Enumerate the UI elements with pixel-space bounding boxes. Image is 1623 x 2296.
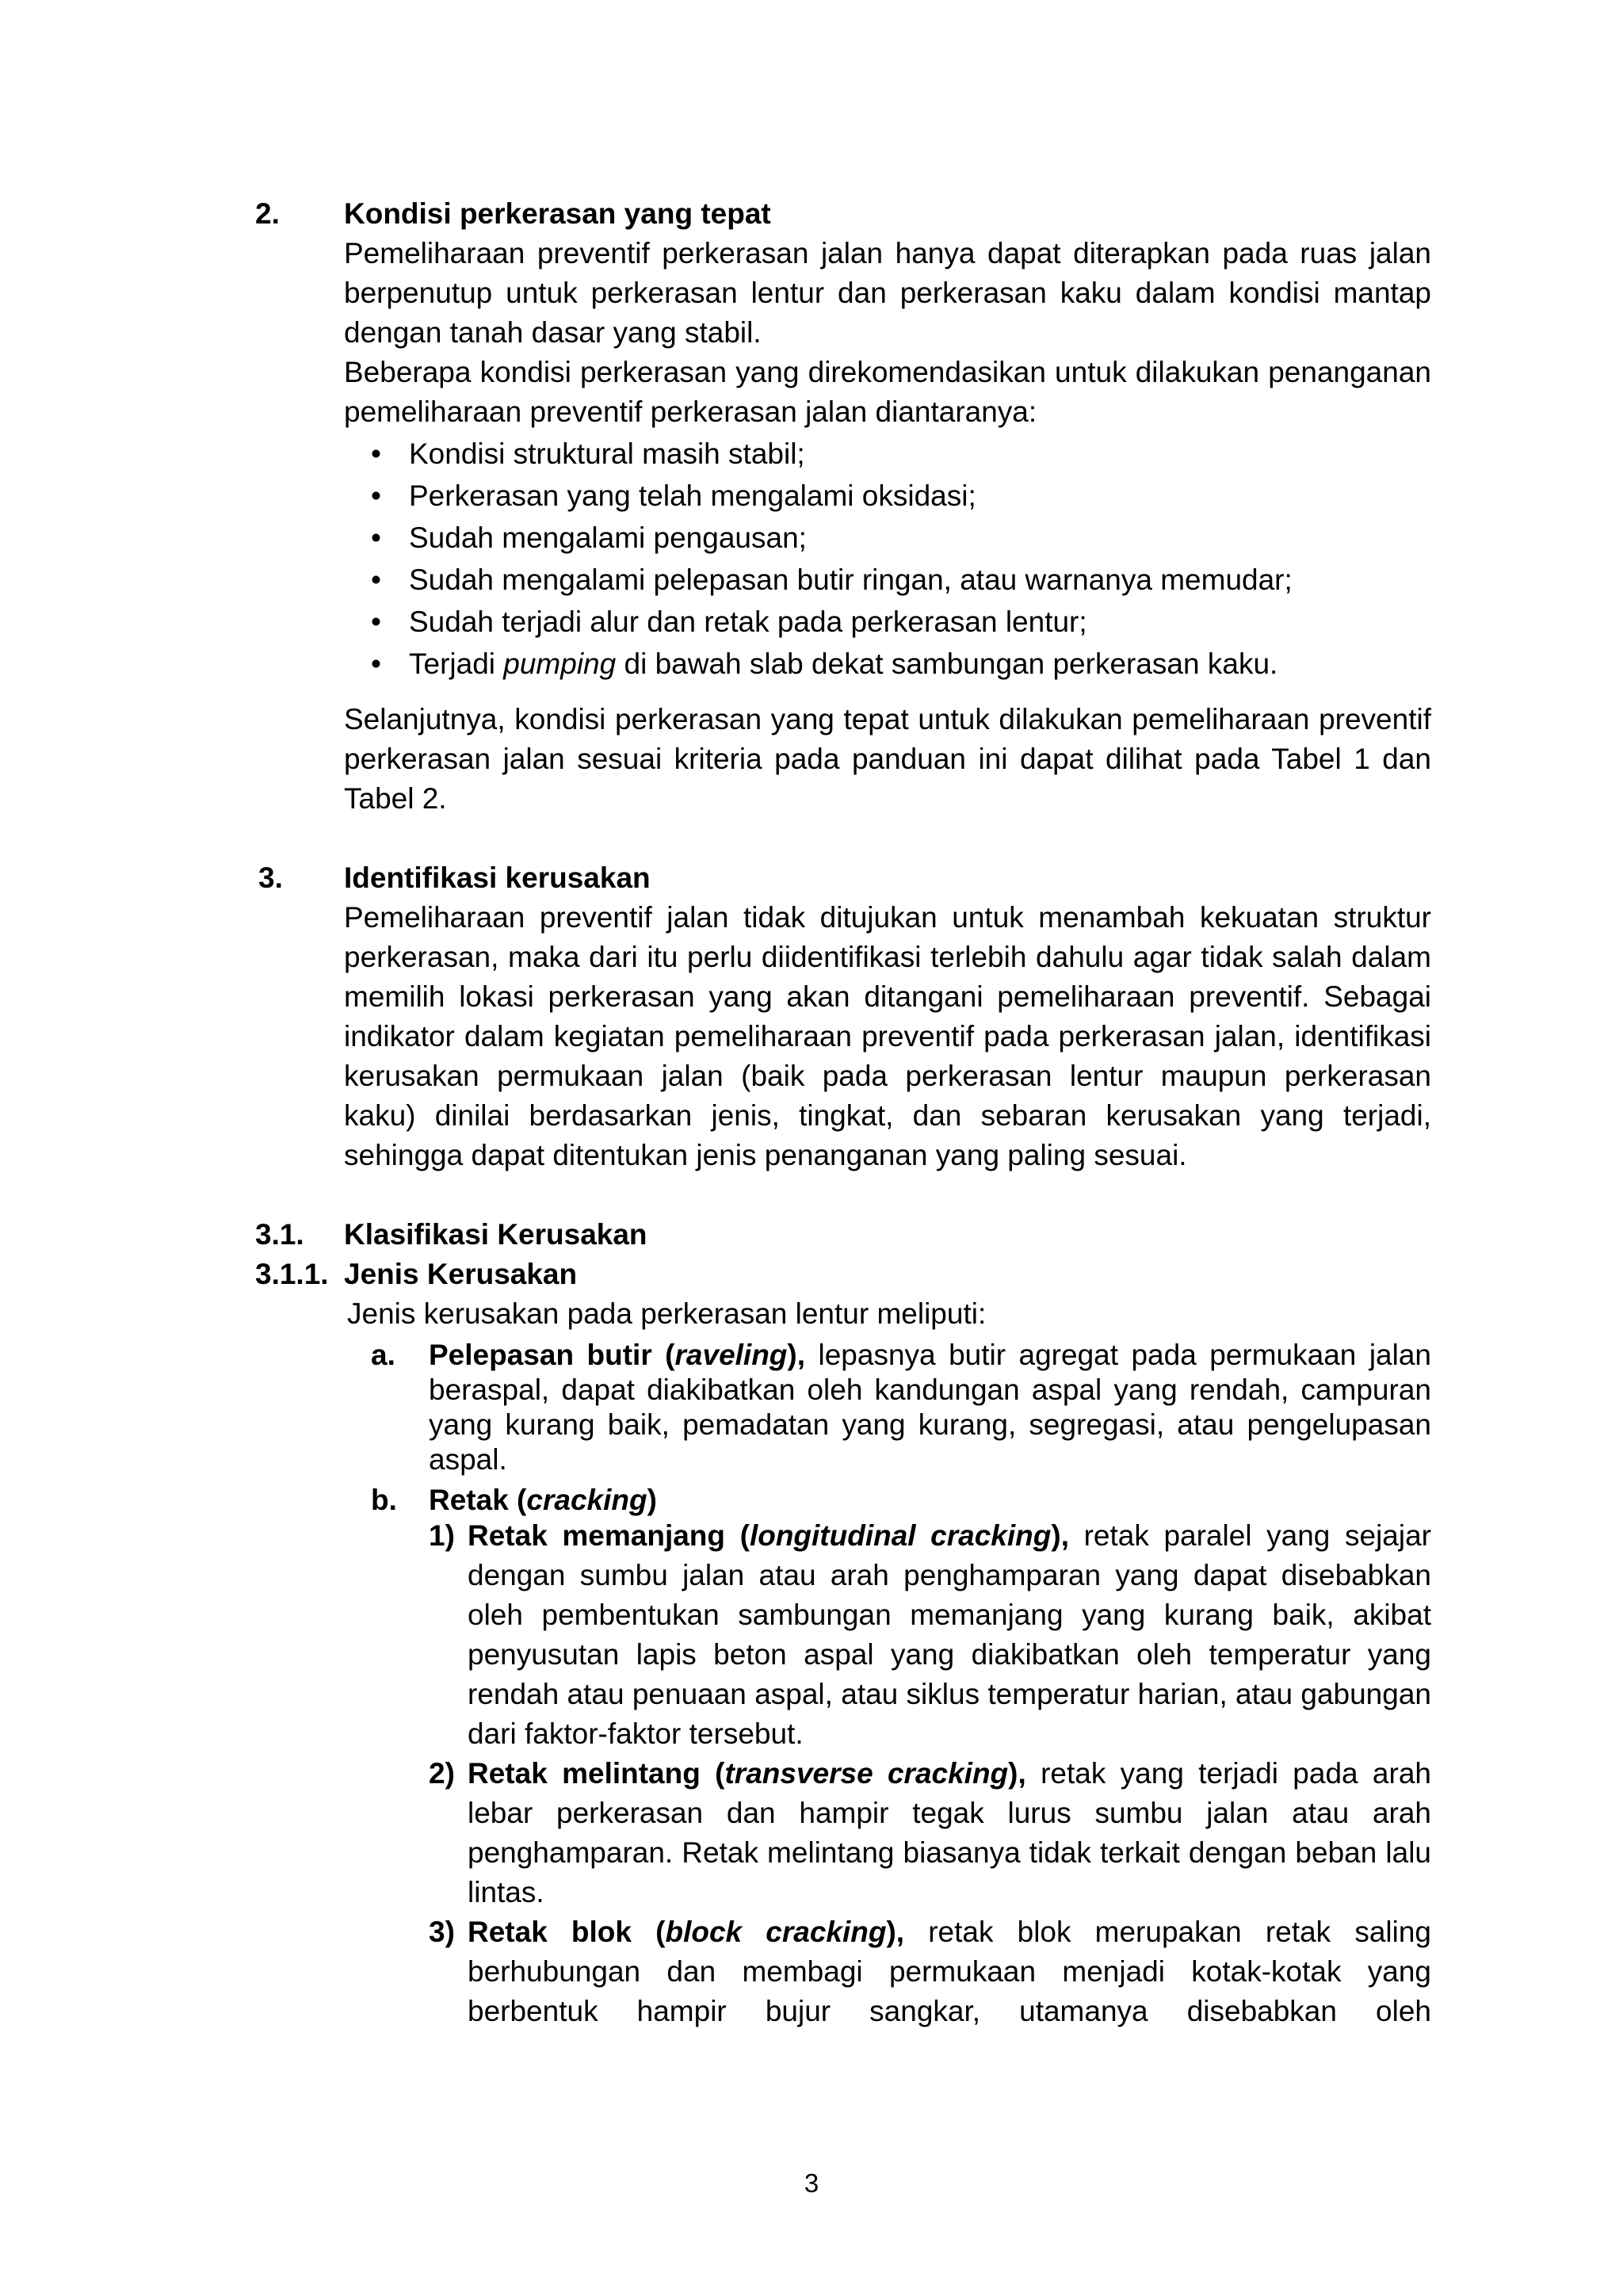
italic-term: raveling — [674, 1339, 788, 1371]
sublist-label: 1) — [429, 1519, 455, 1552]
bullet-dot: • — [371, 521, 381, 554]
section-heading: Kondisi perkerasan yang tepat — [344, 197, 771, 230]
italic-term: longitudinal cracking — [749, 1519, 1052, 1552]
italic-term: block cracking — [665, 1916, 887, 1948]
section-paragraph: Pemeliharaan preventif perkerasan jalan hanya dapat diterapkan pada ruas jalan berpenutup untuk perkerasan lentur dan perkerasan kaku dalam kondisi mantap dengan tanah dasar yang stabil. — [344, 237, 1431, 349]
list-item-text: Terjadi — [409, 648, 504, 680]
term-label: Retak ( — [429, 1484, 527, 1516]
term-label: ), — [886, 1916, 905, 1948]
term-label: Retak melintang ( — [468, 1757, 725, 1790]
list-item: Kondisi struktural masih stabil; — [409, 437, 805, 470]
term-label: ) — [647, 1484, 657, 1516]
bullet-dot: • — [371, 479, 381, 512]
sublist-item-text: retak paralel yang sejajar dengan sumbu jalan atau arah penghamparan yang dapat disebabkan oleh pembentukan sambungan memanjang yang kurang baik, akibat penyusutan lapis beton aspal yang diakibatkan oleh temperatur yang rendah atau penuaan aspal, atau siklus temperatur harian, atau gabungan dari faktor-faktor tersebut. — [468, 1519, 1431, 1750]
subsection-heading: Klasifikasi Kerusakan — [344, 1218, 647, 1251]
section-paragraph: Beberapa kondisi perkerasan yang direkomendasikan untuk dilakukan penanganan pemeliharaan preventif perkerasan jalan diantaranya: — [344, 356, 1431, 428]
list-item-text: lepasnya butir agregat pada permukaan jalan beraspal, dapat diakibatkan oleh kandungan aspal yang rendah, campuran yang kurang baik, pemadatan yang kurang, segregasi, atau pengelupasan aspal. — [429, 1339, 1431, 1476]
bullet-dot: • — [371, 606, 381, 638]
subsection-heading: Jenis Kerusakan — [344, 1258, 578, 1290]
italic-term: transverse cracking — [724, 1757, 1009, 1790]
sublist-label: 3) — [429, 1916, 455, 1948]
section-paragraph: Selanjutnya, kondisi perkerasan yang tepat untuk dilakukan pemeliharaan preventif perkerasan jalan sesuai kriteria pada panduan ini dapat dilihat pada Tabel 1 dan Tabel 2. — [344, 703, 1431, 815]
bullet-dot: • — [371, 437, 381, 470]
list-item-text: di bawah slab dekat sambungan perkerasan kaku. — [616, 648, 1278, 680]
list-intro: Jenis kerusakan pada perkerasan lentur meliputi: — [347, 1297, 987, 1330]
list-item — [429, 1338, 1431, 1477]
sublist-label: 2) — [429, 1757, 455, 1790]
sublist-item-text: retak blok merupakan retak saling berhubungan dan membagi permukaan menjadi kotak-kotak yang berbentuk hampir bujur sangkar, utamanya disebabkan oleh — [468, 1916, 1431, 2027]
term-label: ), — [1008, 1757, 1026, 1790]
term-label: Retak blok ( — [468, 1916, 666, 1948]
sublist-item — [468, 1912, 1431, 2031]
page-number: 3 — [804, 2168, 819, 2198]
list-item: Sudah mengalami pelepasan butir ringan, atau warnanya memudar; — [409, 563, 1293, 596]
sublist-item — [468, 1516, 1431, 1754]
list-item — [429, 1483, 1431, 1518]
italic-term: pumping — [503, 648, 617, 680]
term-label: ), — [787, 1339, 806, 1371]
section-paragraph: Pemeliharaan preventif jalan tidak ditujukan untuk menambah kekuatan struktur perkerasan, maka dari itu perlu diidentifikasi terlebih dahulu agar tidak salah dalam memilih lokasi perkerasan yang akan ditangani pemeliharaan preventif. Sebagai indikator dalam kegiatan pemeliharaan preventif pada perkerasan jalan, identifikasi kerusakan permukaan jalan (baik pada perkerasan lentur maupun perkerasan kaku) dinilai berdasarkan jenis, tingkat, dan sebaran kerusakan yang terjadi, sehingga dapat ditentukan jenis penanganan yang paling sesuai. — [344, 901, 1431, 1171]
sublist-item-text: retak yang terjadi pada arah lebar perkerasan dan hampir tegak lurus sumbu jalan atau arah penghamparan. Retak melintang biasanya tidak terkait dengan beban lalu lintas. — [468, 1757, 1431, 1908]
term-label: Pelepasan butir ( — [429, 1339, 675, 1371]
list-item — [409, 644, 1277, 684]
list-item: Sudah terjadi alur dan retak pada perkerasan lentur; — [409, 606, 1087, 638]
list-label: b. — [371, 1484, 397, 1516]
subsection-number: 3.1. — [255, 1218, 304, 1251]
term-label: ), — [1051, 1519, 1069, 1552]
section-heading: Identifikasi kerusakan — [344, 861, 651, 894]
subsection-number: 3.1.1. — [255, 1258, 329, 1290]
bullet-dot: • — [371, 648, 381, 680]
section-number: 2. — [255, 197, 280, 230]
bullet-dot: • — [371, 563, 381, 596]
sublist-item — [468, 1754, 1431, 1912]
section-number: 3. — [258, 861, 283, 894]
italic-term: cracking — [526, 1484, 647, 1516]
list-label: a. — [371, 1339, 395, 1371]
list-item: Sudah mengalami pengausan; — [409, 521, 807, 554]
term-label: Retak memanjang ( — [468, 1519, 750, 1552]
list-item: Perkerasan yang telah mengalami oksidasi; — [409, 479, 976, 512]
